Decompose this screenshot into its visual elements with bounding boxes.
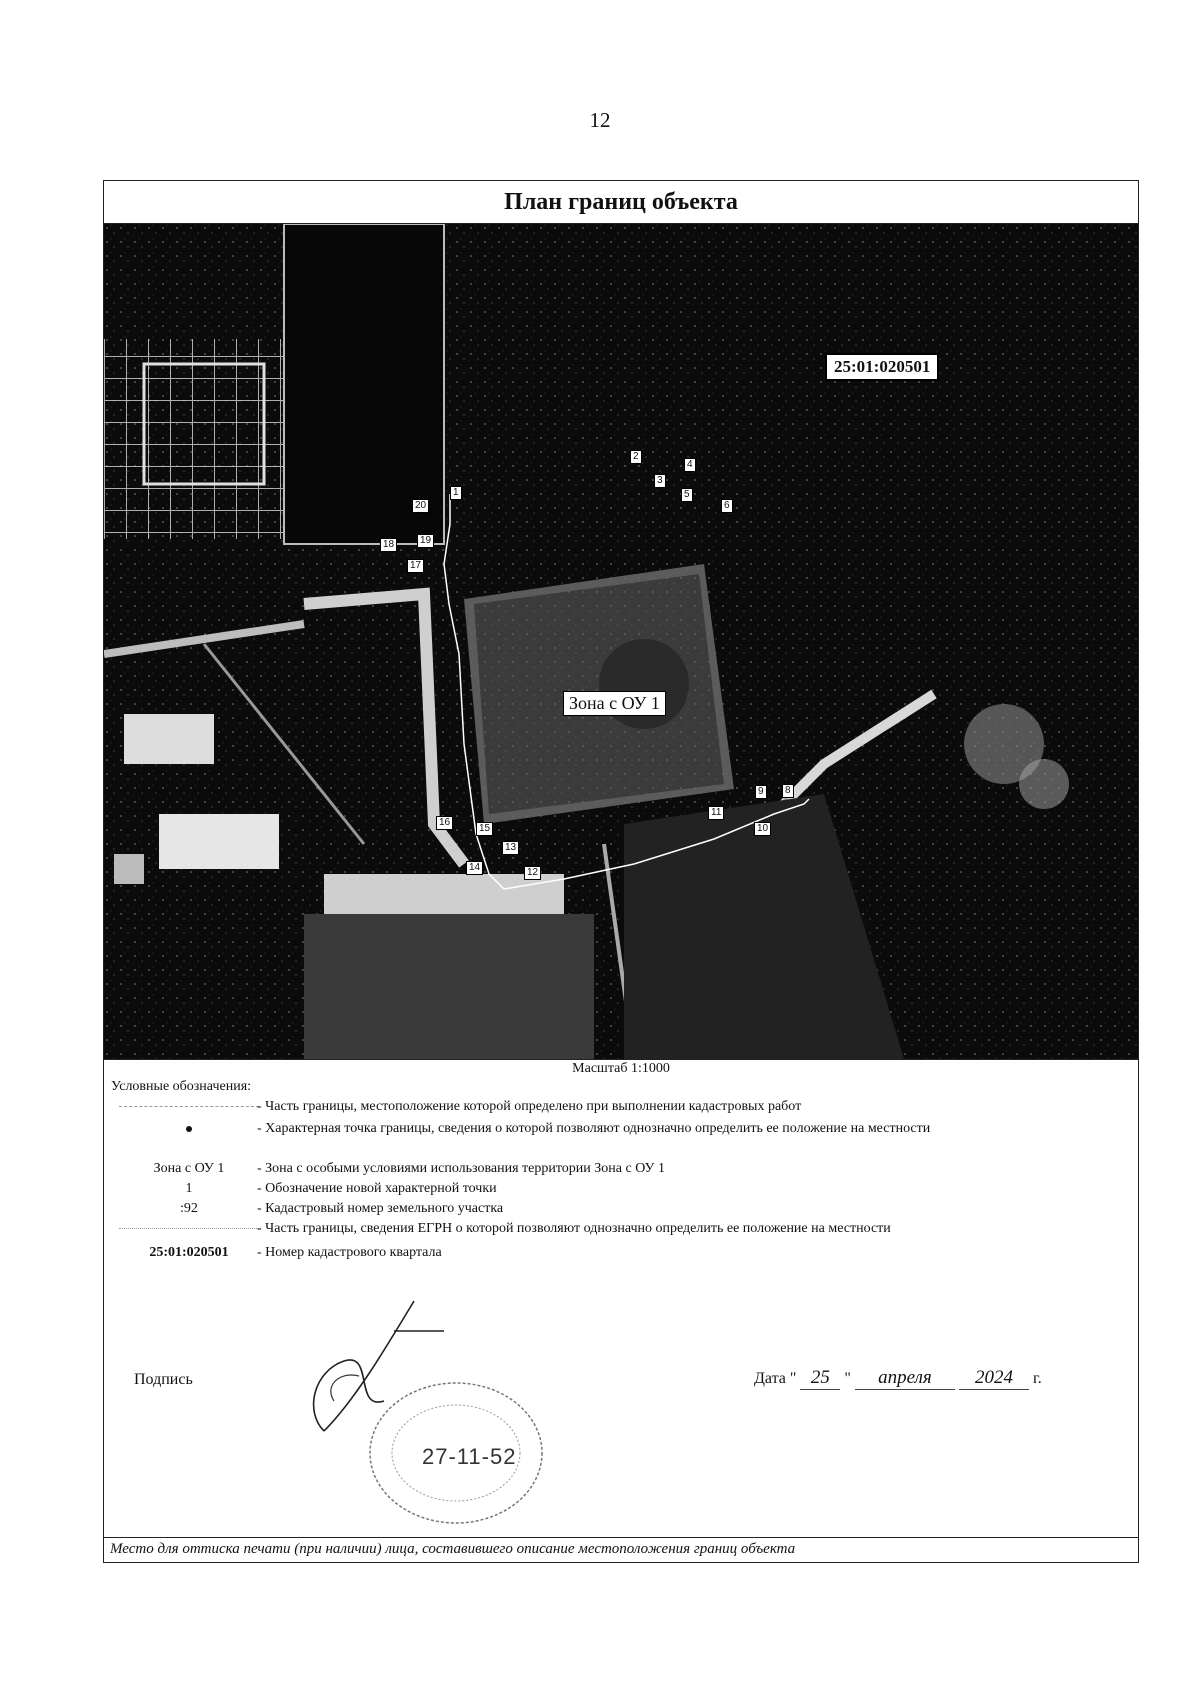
stamp-number: 27-11-52 bbox=[422, 1444, 517, 1469]
dot-symbol bbox=[104, 1121, 274, 1137]
cadastral-quarter-label: 25:01:020501 bbox=[825, 353, 939, 381]
point-label: 6 bbox=[721, 499, 733, 513]
legend-text: - Зона с особыми условиями использования территории Зона с ОУ 1 bbox=[257, 1161, 665, 1176]
date-day: 25 bbox=[800, 1367, 840, 1390]
legend-text: - Характерная точка границы, сведения о которой позволяют однозначно определить ее положение на местности bbox=[257, 1121, 931, 1136]
legend-text: - Номер кадастрового квартала bbox=[257, 1245, 442, 1260]
point-label: 11 bbox=[708, 806, 724, 820]
dashed-line-symbol bbox=[104, 1099, 274, 1115]
signature-label: Подпись bbox=[134, 1371, 193, 1388]
point-label: 16 bbox=[436, 816, 453, 830]
plan-title: План границ объекта bbox=[104, 181, 1138, 224]
point-label: 4 bbox=[684, 458, 696, 472]
date-month: апреля bbox=[855, 1367, 955, 1390]
point-label: 8 bbox=[782, 784, 794, 798]
aerial-photo bbox=[104, 224, 1138, 1059]
date-quote: " bbox=[844, 1370, 851, 1387]
legend-title: Условные обозначения: bbox=[111, 1079, 252, 1094]
point-label: 15 bbox=[476, 822, 493, 836]
legend-symbol: 25:01:020501 bbox=[149, 1245, 229, 1260]
legend-text: - Часть границы, сведения ЕГРН о которой позволяют однозначно определить ее положение на местности bbox=[257, 1221, 891, 1236]
legend-symbol: Зона с ОУ 1 bbox=[153, 1161, 225, 1176]
point-label: 12 bbox=[524, 866, 541, 880]
legend-text: - Обозначение новой характерной точки bbox=[257, 1181, 497, 1196]
aerial-map bbox=[104, 224, 1138, 1060]
date-suffix: г. bbox=[1032, 1370, 1042, 1387]
point-label: 2 bbox=[630, 450, 642, 464]
dotted-line-symbol bbox=[104, 1221, 274, 1237]
map-scale: Масштаб 1:1000 bbox=[572, 1061, 670, 1076]
point-label: 10 bbox=[754, 822, 771, 836]
point-label: 14 bbox=[466, 861, 483, 875]
point-label: 20 bbox=[412, 499, 429, 513]
legend-text: - Кадастровый номер земельного участка bbox=[257, 1201, 504, 1216]
point-label: 13 bbox=[502, 841, 519, 855]
zone-label: Зона с ОУ 1 bbox=[563, 691, 666, 716]
page-number: 12 bbox=[589, 108, 611, 132]
legend-symbol: 1 bbox=[185, 1181, 193, 1196]
boundary-plan-frame bbox=[103, 180, 1139, 1563]
point-label: 1 bbox=[450, 486, 462, 500]
point-label: 3 bbox=[654, 474, 666, 488]
point-label: 17 bbox=[407, 559, 424, 573]
legend-symbol: :92 bbox=[180, 1201, 198, 1216]
point-label: 9 bbox=[755, 785, 767, 799]
date-year: 2024 bbox=[959, 1367, 1029, 1390]
legend-text: - Часть границы, местоположение которой определено при выполнении кадастровых работ bbox=[257, 1099, 802, 1114]
date-field bbox=[754, 1367, 1042, 1390]
point-label: 18 bbox=[380, 538, 397, 552]
stamp-place-note: Место для оттиска печати (при наличии) лица, составившего описание местоположения границ объекта bbox=[104, 1537, 1138, 1560]
date-prefix: Дата " bbox=[754, 1370, 797, 1387]
point-label: 5 bbox=[681, 488, 693, 502]
point-label: 19 bbox=[417, 534, 434, 548]
